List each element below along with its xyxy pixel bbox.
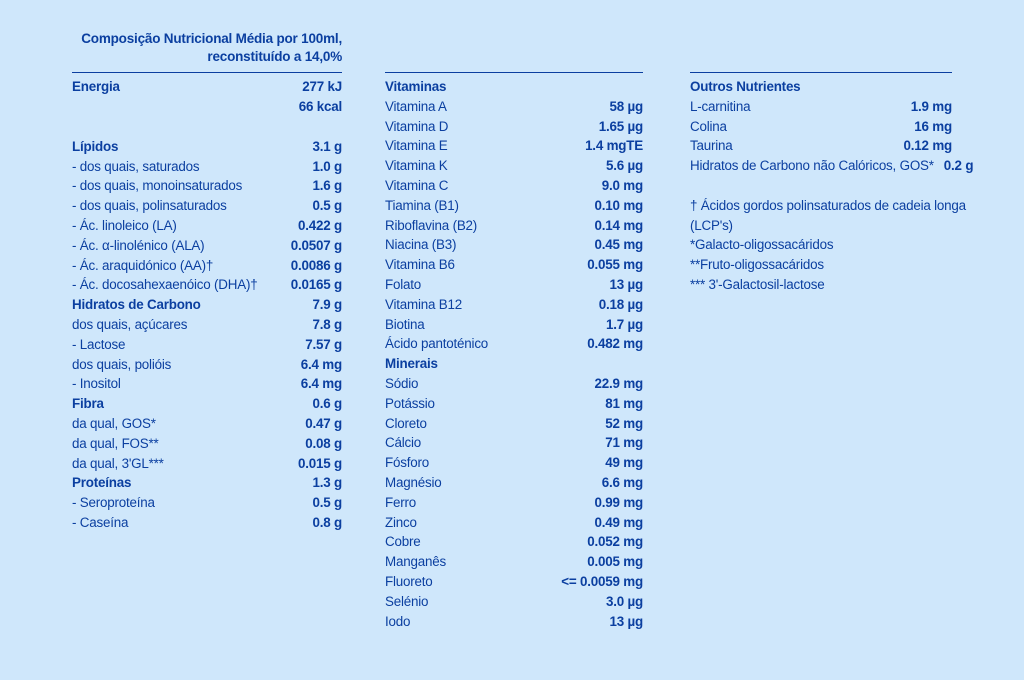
footnotes [690,196,966,295]
table-row: - Ác. linoleico (LA) 0.422 g [72,218,342,234]
table-row: Manganês 0.005 mg [385,554,643,570]
table-row: Hidratos de Carbono não Calóricos, GOS* 0.2 g [690,158,974,174]
table-row: - Inositol 6.4 mg [72,376,342,392]
page-title-line-2: reconstituído a 14,0% [207,49,342,65]
table-row: - dos quais, polinsaturados 0.5 g [72,198,342,214]
minerals-rows [385,374,643,631]
table-row: Iodo 13 µg [385,613,643,629]
table-row: dos quais, açúcares 7.8 g [72,317,342,332]
other-nutrients-rows [690,97,974,176]
table-row: Tiamina (B1) 0.10 mg [385,197,643,213]
table-row: - Ác. docosahexaenóico (DHA)† 0.0165 g [72,277,342,293]
table-row: Ácido pantoténico 0.482 mg [385,336,643,352]
table-row: da qual, GOS* 0.47 g [72,415,342,431]
table-row: Ferro 0.99 mg [385,494,643,510]
table-row: Lípidos 3.1 g [72,138,342,154]
footnote-item: † Ácidos gordos polinsaturados de cadeia longa [690,197,966,213]
page-title-line-1: Composição Nutricional Média por 100ml, [81,31,342,46]
table-row: Hidratos de Carbono 7.9 g [72,297,342,313]
table-row: Colina 16 mg [690,118,952,134]
table-row: Fluoreto <= 0.0059 mg [385,573,643,589]
table-row: - Lactose 7.57 g [72,336,342,352]
table-row: Cloreto 52 mg [385,415,643,431]
table-row: Vitamina K 5.6 µg [385,158,643,174]
table-row: Fósforo 49 mg [385,455,643,471]
table-row: Riboflavina (B2) 0.14 mg [385,217,643,233]
table-row: Energia 277 kJ [72,79,342,95]
table-row: da qual, FOS** 0.08 g [72,435,342,451]
row-spacer [690,176,952,196]
table-row: Sódio 22.9 mg [385,375,643,391]
table-row: Zinco 0.49 mg [385,514,643,530]
page-title [72,30,342,66]
table-row: dos quais, polióis 6.4 mg [72,356,342,372]
section-heading-minerals: Minerais [385,356,438,372]
table-row: Vitamina D 1.65 µg [385,118,643,134]
table-row: Vitamina E 1.4 mgTE [385,138,643,154]
table-row: - Ác. araquidónico (AA)† 0.0086 g [72,257,342,273]
column-vitamins-minerals [385,72,643,631]
table-row: Vitamina B6 0.055 mg [385,257,643,273]
table-row: Selénio 3.0 µg [385,593,643,609]
table-row: Vitamina A 58 µg [385,98,643,114]
table-row: Vitamina C 9.0 mg [385,177,643,193]
column-other-nutrients [690,72,974,295]
table-row: - Caseína 0.8 g [72,514,342,530]
table-row: - dos quais, monoinsaturados 1.6 g [72,178,342,194]
table-row: Folato 13 µg [385,276,643,292]
table-row: Cálcio 71 mg [385,435,643,451]
table-row: Biotina 1.7 µg [385,316,643,332]
table-row: Proteínas 1.3 g [72,475,342,491]
table-row: Niacina (B3) 0.45 mg [385,237,643,253]
column-composition [72,30,342,533]
footnote-item: *Galacto-oligossacáridos [690,237,834,253]
composition-rows [72,77,342,532]
table-row: Taurina 0.12 mg [690,138,952,154]
table-row: da qual, 3'GL*** 0.015 g [72,455,342,471]
table-row: Magnésio 6.6 mg [385,474,643,490]
table-row: Cobre 0.052 mg [385,534,643,550]
divider-column-3 [690,72,952,73]
footnote-item: **Fruto-oligossacáridos [690,257,824,273]
section-heading-other-nutrients: Outros Nutrientes [690,79,801,94]
row-spacer [72,117,342,137]
footnote-item: (LCP's) [690,217,733,233]
vitamins-rows [385,97,643,354]
table-row: Potássio 81 mg [385,395,643,411]
table-row: L-carnitina 1.9 mg [690,98,952,114]
divider-column-2 [385,72,643,73]
table-row: - Seroproteína 0.5 g [72,495,342,511]
table-row: Vitamina B12 0.18 µg [385,296,643,312]
section-heading-vitamins: Vitaminas [385,79,447,94]
table-row: - Ác. α-linolénico (ALA) 0.0507 g [72,237,342,253]
table-row: - dos quais, saturados 1.0 g [72,158,342,174]
divider-column-1 [72,72,342,73]
footnote-item: *** 3'-Galactosil-lactose [690,276,825,292]
table-row: 66 kcal [298,99,342,115]
table-row: Fibra 0.6 g [72,396,342,412]
